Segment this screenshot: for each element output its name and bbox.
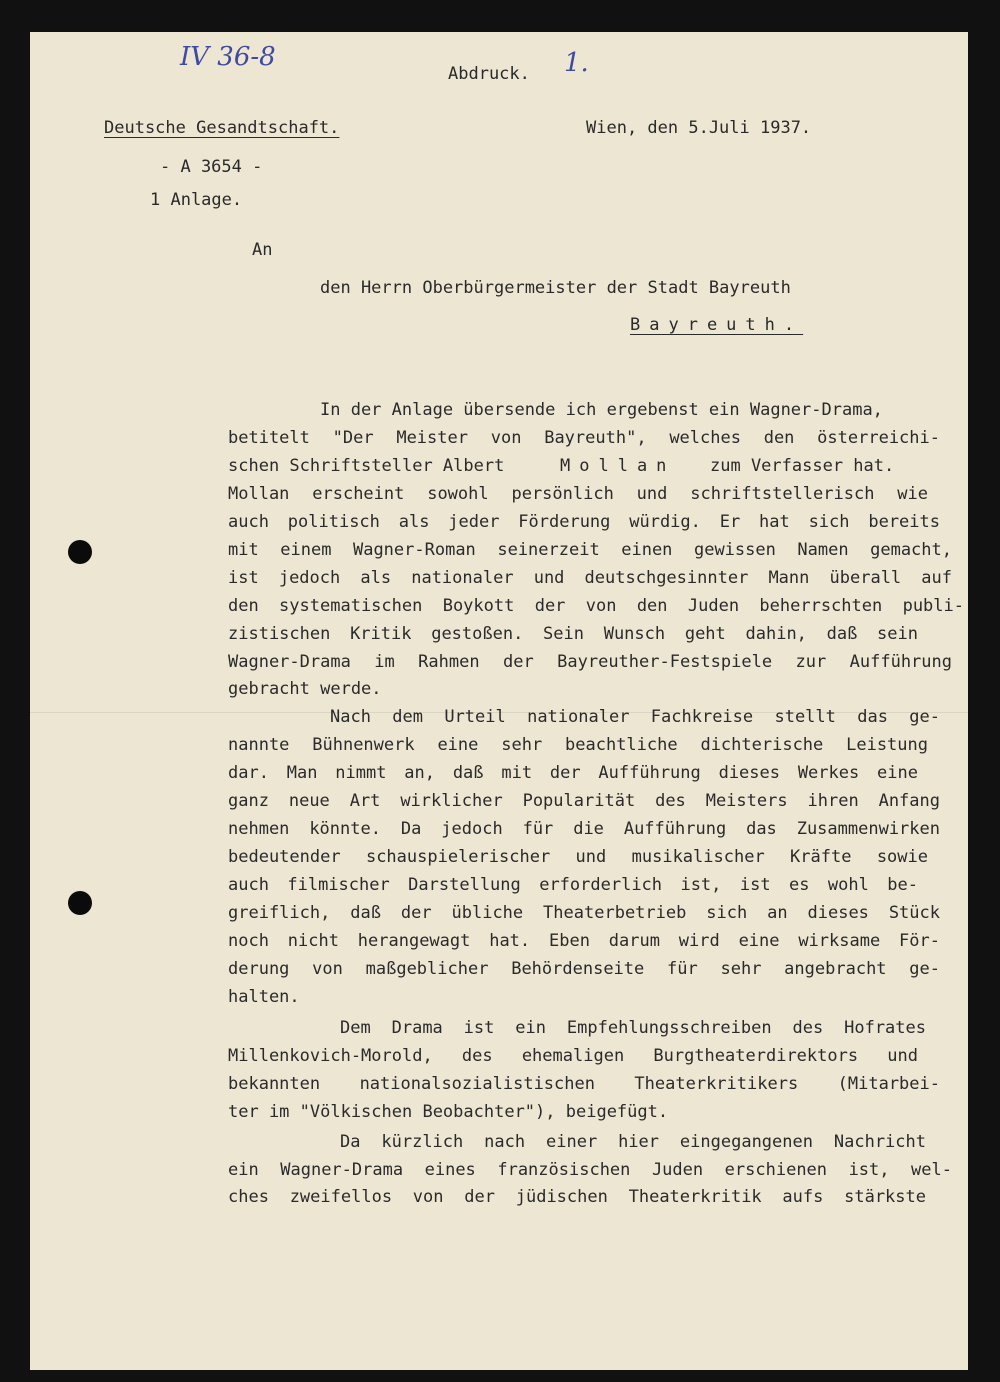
- punch-hole: [68, 891, 92, 915]
- body-line: In der Anlage übersende ich ergebenst ein Wagner-Drama,: [320, 400, 883, 420]
- body-line: ter im "Völkischen Beobachter"), beigefügt.: [228, 1102, 669, 1122]
- body-line: Wagner-Drama im Rahmen der Bayreuther-Festspiele zur Aufführung: [228, 652, 952, 672]
- recipient: den Herrn Oberbürgermeister der Stadt Bayreuth: [320, 278, 791, 298]
- handwritten-reference: IV 36-8: [180, 42, 276, 72]
- body-line: schen Schriftsteller Albert: [228, 456, 505, 476]
- body-line: Nach dem Urteil nationaler Fachkreise stellt das ge-: [330, 707, 940, 727]
- body-line: zistischen Kritik gestoßen. Sein Wunsch geht dahin, daß sein: [228, 624, 918, 644]
- body-line: Millenkovich-Morold, des ehemaligen Burgtheaterdirektors und: [228, 1046, 918, 1066]
- body-line: zum Verfasser hat.: [710, 456, 895, 476]
- body-line: betitelt "Der Meister von Bayreuth", welches den österreichi-: [228, 428, 940, 448]
- body-line: halten.: [228, 987, 300, 1007]
- body-line: auch filmischer Darstellung erforderlich ist, ist es wohl be-: [228, 875, 918, 895]
- body-line: gebracht werde.: [228, 679, 382, 699]
- body-line: Dem Drama ist ein Empfehlungsschreiben des Hofrates: [340, 1018, 926, 1038]
- body-line: den systematischen Boykott der von den Juden beherrschten publi-: [228, 596, 964, 616]
- body-line: dar. Man nimmt an, daß mit der Aufführung dieses Werkes eine: [228, 763, 918, 783]
- place-date: Wien, den 5.Juli 1937.: [586, 118, 812, 138]
- attachment-note: 1 Anlage.: [150, 190, 243, 210]
- body-line: greiflich, daß der übliche Theaterbetrieb sich an dieses Stück: [228, 903, 940, 923]
- body-line: nannte Bühnenwerk eine sehr beachtliche dichterische Leistung: [228, 735, 928, 755]
- address-to: An: [252, 240, 273, 260]
- recipient-city: Bayreuth.: [630, 315, 804, 335]
- body-line: derung von maßgeblicher Behördenseite für sehr angebracht ge-: [228, 959, 940, 979]
- body-line: ches zweifellos von der jüdischen Theaterkritik aufs stärkste: [228, 1187, 926, 1207]
- body-line: Mollan erscheint sowohl persönlich und schriftstellerisch wie: [228, 484, 928, 504]
- body-line: auch politisch als jeder Förderung würdig. Er hat sich bereits: [228, 512, 940, 532]
- body-line: ein Wagner-Drama eines französischen Juden erschienen ist, wel-: [228, 1160, 952, 1180]
- body-line: bedeutender schauspielerischer und musikalischer Kräfte sowie: [228, 847, 928, 867]
- body-line: ist jedoch als nationaler und deutschgesinnter Mann überall auf: [228, 568, 952, 588]
- body-line: nehmen könnte. Da jedoch für die Aufführung das Zusammenwirken: [228, 819, 940, 839]
- reference-number: - A 3654 -: [160, 157, 263, 177]
- body-line: ganz neue Art wirklicher Popularität des Meisters ihren Anfang: [228, 791, 940, 811]
- punch-hole: [68, 540, 92, 564]
- handwritten-page-number: 1.: [564, 48, 589, 78]
- body-line: noch nicht herangewagt hat. Eben darum wird eine wirksame För-: [228, 931, 940, 951]
- document-page: [30, 32, 968, 1370]
- sender: Deutsche Gesandtschaft.: [104, 118, 340, 138]
- body-line: Da kürzlich nach einer hier eingegangenen Nachricht: [340, 1132, 926, 1152]
- body-line: mit einem Wagner-Roman seinerzeit einen gewissen Namen gemacht,: [228, 540, 952, 560]
- author-name: Mollan: [560, 456, 676, 476]
- body-line: bekannten nationalsozialistischen Theaterkritikers (Mitarbei-: [228, 1074, 940, 1094]
- copy-label: Abdruck.: [448, 64, 530, 84]
